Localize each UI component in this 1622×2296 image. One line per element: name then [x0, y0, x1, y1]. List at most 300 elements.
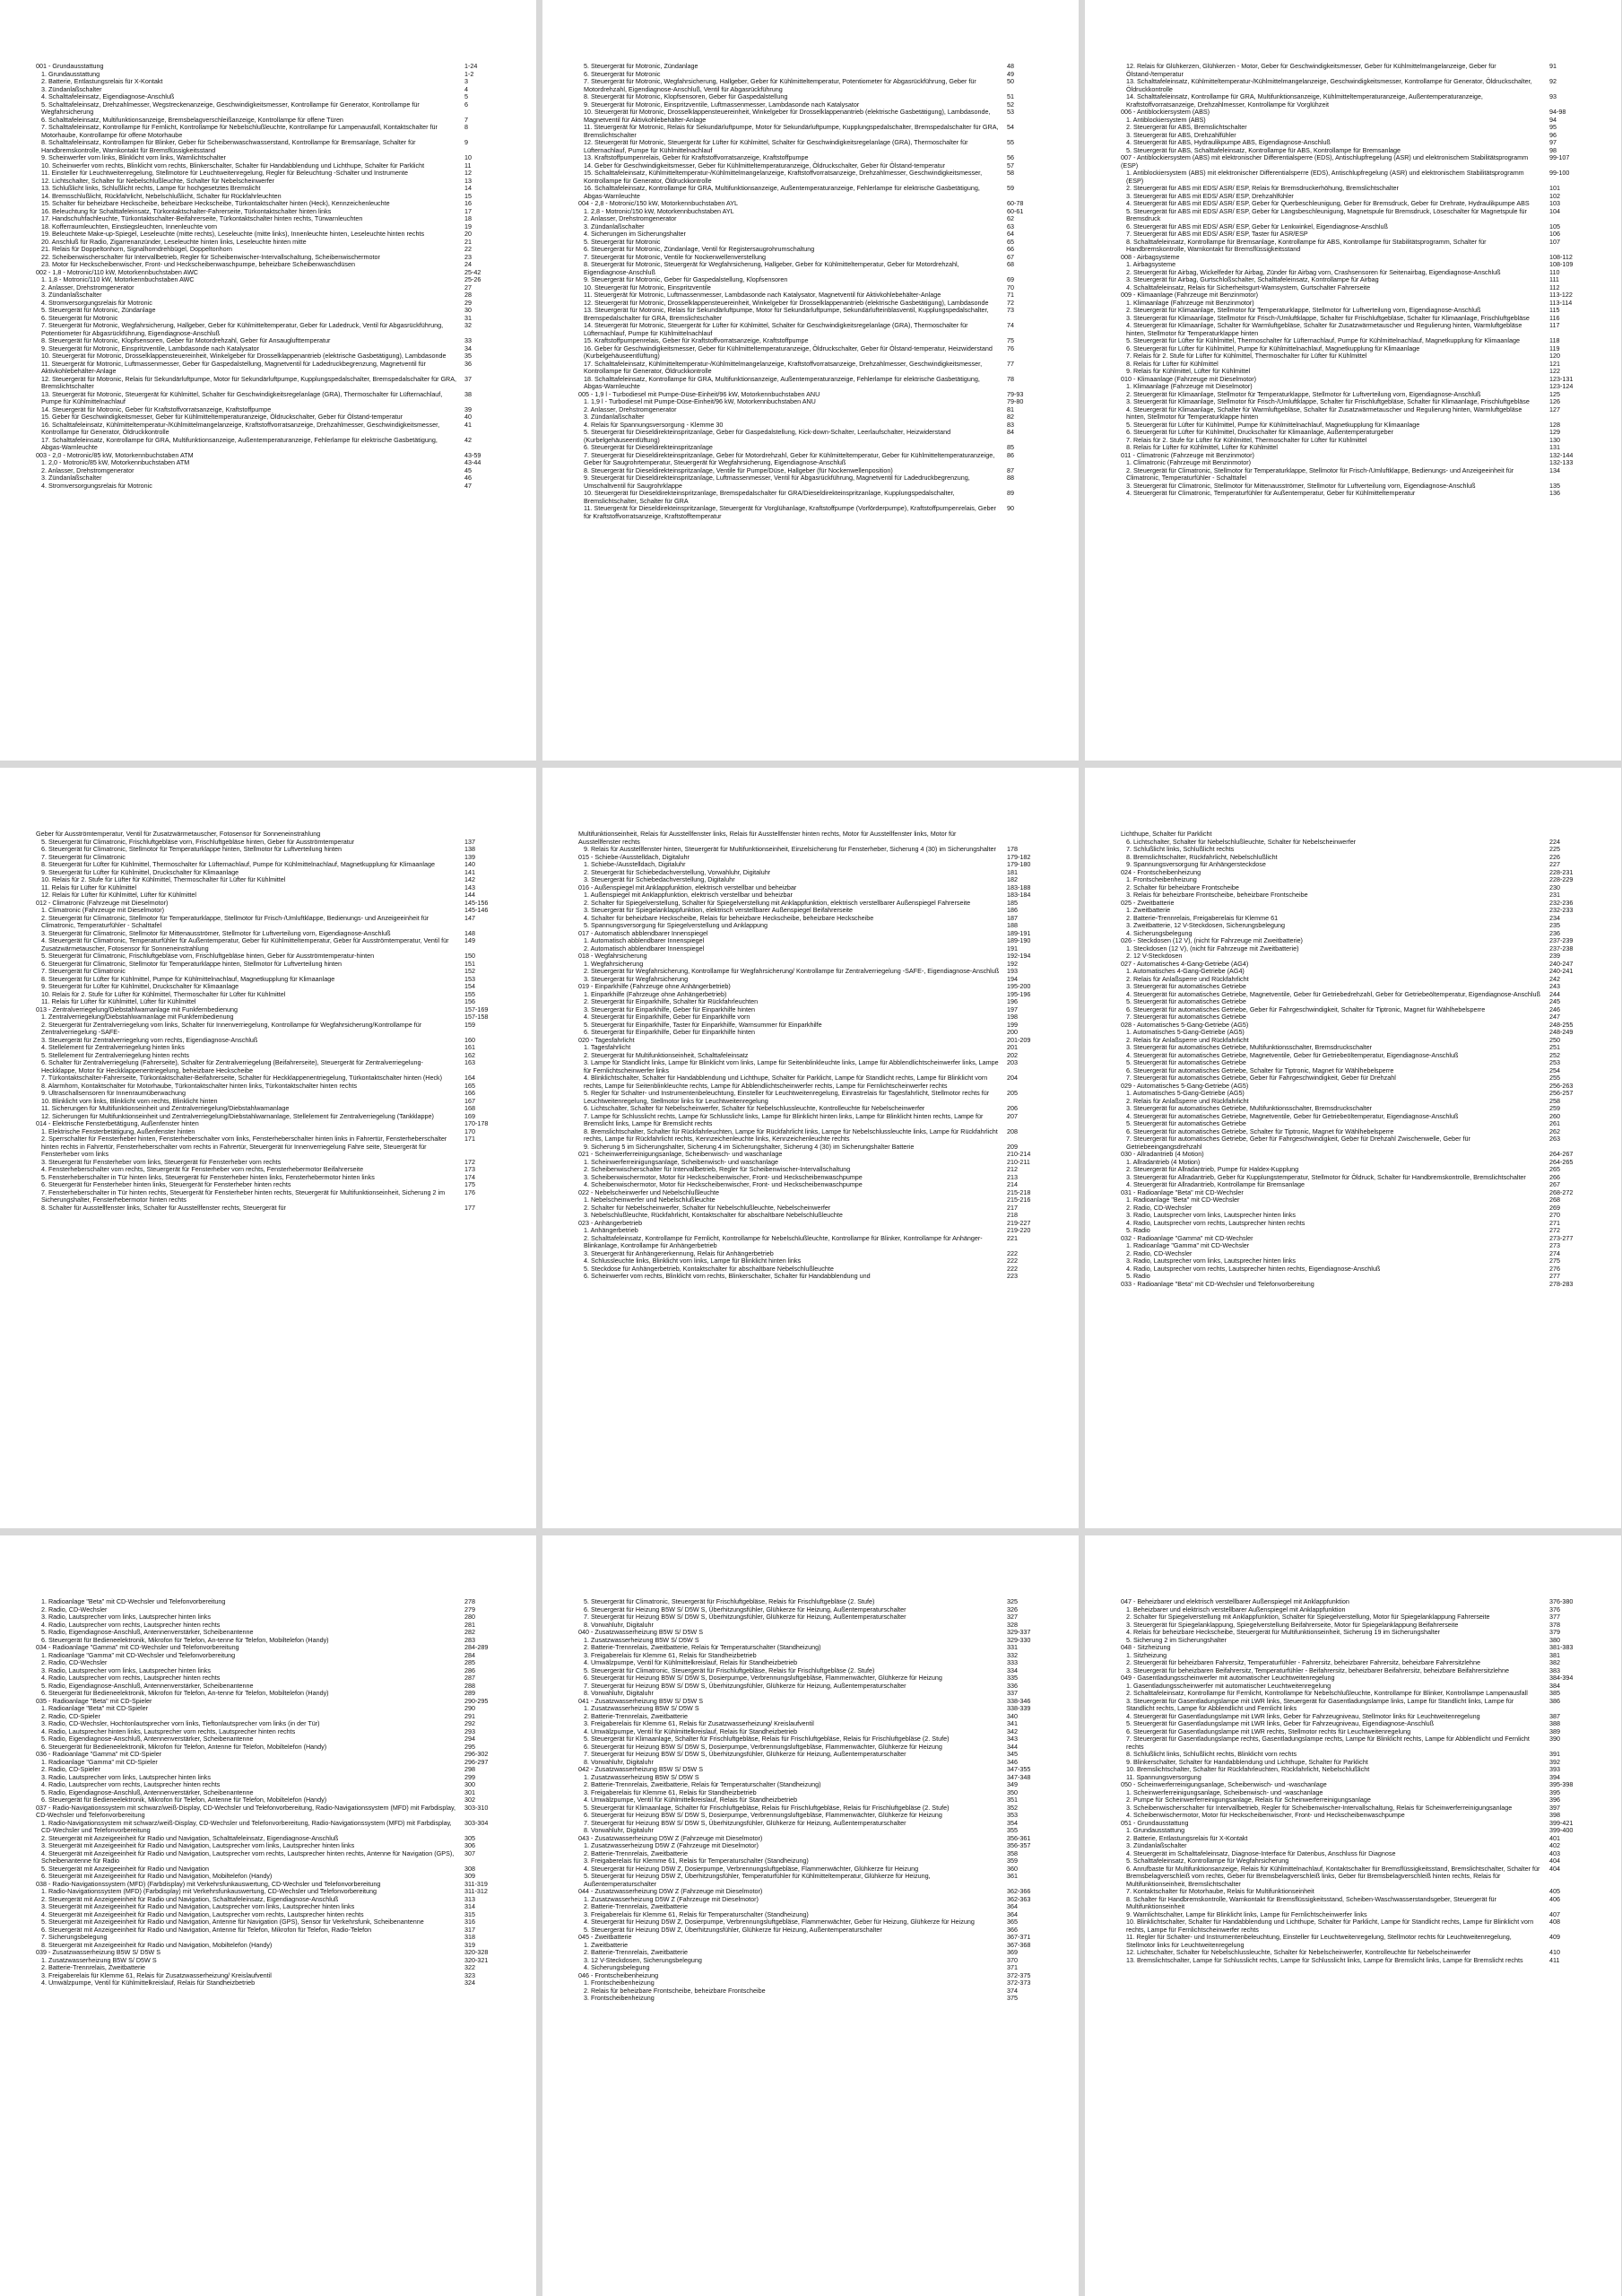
entry-page-number: 409 [1549, 1933, 1560, 1941]
entry-title: 9. Steuergerät für Motronic, Geber für Gaspedalstellung, Klopfsensoren [584, 275, 788, 283]
toc-subentry [1121, 1835, 1596, 1843]
entry-title: 1. Radioanlage "Gamma" mit CD-Wechsler und Telefonvorbereitung [41, 1650, 236, 1659]
entry-title: 2. Automatisch abblendbarer Innenspiegel [584, 944, 705, 952]
toc-subentry [1121, 78, 1596, 93]
entry-title: 014 - Elektrische Fensterbetätigung, Außenfenster hinten [36, 1119, 199, 1127]
entry-title: 6. Steuergerät für automatisches Getriebe, Geber für Fahrgeschwindigkeit, Schalter für Tiptronic, Magnet für Wählhebelsperre [1126, 1004, 1486, 1013]
entry-title: 7. Schlußlicht links, Schlußlicht rechts [1126, 845, 1235, 853]
entry-page-number: 196 [1007, 997, 1018, 1005]
entry-title: 1. Wegfahrsicherung [584, 959, 644, 968]
toc-section [1121, 1644, 1596, 1652]
toc-subentry [578, 1235, 1054, 1250]
entry-title: 4. Schalttafeleinsatz, Eigendiagnose-Anschluß [41, 92, 175, 100]
entry-page-number: 70 [1007, 283, 1014, 291]
entry-page-number: 396 [1549, 1796, 1560, 1804]
entry-page-number: 194 [1007, 974, 1018, 983]
entry-page-number: 289 [464, 1689, 475, 1697]
entry-page-number: 262 [1549, 1126, 1560, 1135]
entry-title: 9. Sicherung 5 im Sicherungshalter, Sicherung 4 im Sicherungshalter, Sicherung 4 (30) im Sicherungshalter Batterie [584, 1142, 915, 1151]
entry-title: 13. Steuergerät für Motronic, Relais für Sekundärluftpumpe, Motor für Sekundärluftpumpe, Sekundärlufteinblasventil, Kupplungspedalschalter, Bremspedalschalter für GRA, Bremslichtschalter [584, 306, 989, 322]
entry-page-number: 198 [1007, 1013, 1018, 1021]
entry-page-number: 78 [1007, 374, 1014, 383]
entry-page-number: 404 [1549, 1857, 1560, 1865]
entry-title: 1. Scheinwerferreinigungsanlage, Scheibenwisch- und -waschanlage [1126, 1787, 1323, 1796]
toc-subentry [578, 490, 1054, 505]
entry-title: 1. Grundausstattung [1126, 1826, 1185, 1834]
entry-title: 4. Stromversorgungsrelais für Motronic [41, 481, 152, 490]
entry-title: 2. Steuergerät für Einparkhilfe, Schalter für Rückfahrleuchten [584, 997, 759, 1005]
entry-title: 2. Batterie-Trennrelais, Zweitbatterie, Relais für Temperaturschalter (Standheizung) [584, 1780, 821, 1788]
entry-title: 23. Motor für Heckscheibenwischer, Front- und Heckscheibenwaschpumpe, beheizbare Scheibenwaschdüsen [41, 260, 355, 268]
entry-title: 5. Steuergerät für Motronic, Zündanlage [41, 306, 156, 314]
entry-page-number: 324 [464, 1979, 475, 1987]
entry-title: 047 - Beheizbarer und elektrisch verstellbarer Außenspiegel mit Anklappfunktion [1121, 1598, 1349, 1605]
entry-page-number: 29 [464, 298, 472, 307]
entry-title: 13. Bremslichtschalter, Lampe für Schlusslicht rechts, Lampe für Schlusslicht links, Lampe für Bremslicht links, Lampe für Bremslicht rechts [1126, 1955, 1523, 1964]
entry-title: 12. Steuergerät für Motronic, Steuergerät für Lüfter für Kühlmittel, Schalter für Geschwindigkeitsregelanlage (GRA), Thermoschalter für Lüfternachlauf, Pumpe für Kühlmittelnachlauf [584, 138, 968, 154]
entry-page-number: 235 [1549, 921, 1560, 929]
entry-title: 2. Batterie-Trennrelais, Freigaberelais für Klemme 61 [1126, 913, 1279, 922]
entry-title: 8. Schalter für Handbremskontrolle, Warnkontakt für Bremsflüssigkeitsstand, Scheiben-Waschwasserstandsgeber, Steuergerät für Multifunktionseinheit [1126, 1894, 1496, 1910]
toc-subentry [578, 406, 1054, 414]
entry-title: 7. Lampe für Schlusslicht rechts, Lampe für Schlusslicht links, Lampe für Blinklicht hinten links, Lampe für Blinklicht hinten rechts, Lampe für Bremslicht links, Lampe für Bremslicht rechts [584, 1111, 984, 1127]
toc-subentry [36, 937, 511, 952]
entry-title: 5. Stellelement für Zentralverriegelung hinten rechts [41, 1050, 190, 1059]
toc-subentry [36, 322, 511, 337]
entry-page-number: 110 [1549, 267, 1560, 276]
entry-title: 010 - Klimaanlage (Fahrzeuge mit Dieselmotor) [1121, 374, 1257, 383]
entry-page-number: 232-236 [1549, 898, 1574, 907]
entry-page-number: 99-100 [1549, 169, 1570, 177]
entry-page-number: 364 [1007, 1902, 1018, 1910]
entry-title: 041 - Zusatzwasserheizung B5W S/ D5W S [578, 1696, 704, 1705]
entry-title: 10. Steuergerät für Motronic, Drosselklappensteuereinheit, Winkelgeber für Drosselklappenantrieb (elektrische Gasbetätigung), Lambdasonde [41, 352, 447, 360]
entry-page-number: 240-241 [1549, 967, 1574, 975]
entry-title: 1. Beheizbarer und elektrisch verstellbarer Außenspiegel mit Anklappfunktion [1126, 1605, 1346, 1613]
entry-page-number: 226 [1549, 852, 1560, 861]
toc-page-9 [1085, 1535, 1621, 2296]
entry-title: 033 - Radioanlage "Beta" mit CD-Wechsler und Telefonvorbereitung [1121, 1279, 1314, 1288]
entry-page-number: 108-112 [1549, 252, 1573, 261]
entry-page-number: 34 [464, 344, 472, 352]
entry-title: 11. Steuergerät für Motronic, Luftmassenmesser, Geber für Gaspedalstellung, Magnetventil für Ladedruckbegrenzung, Magnetventil für Aktivkohlebehälter-Anlage [41, 359, 426, 375]
entry-title: 1. Automatisches 4-Gang-Getriebe (AG4) [1126, 967, 1245, 975]
entry-title: 5. Steuergerät mit Anzeigeeinheit für Radio und Navigation, Antenne für Navigation (GPS), Sensor für Verkehrsfunk, Scheibenantenne [41, 1918, 424, 1926]
toc-subentry [578, 1059, 1054, 1074]
entry-title: 2. Relais für Anlaßsperre und Rückfahrlicht [1126, 1035, 1249, 1044]
toc-list [1121, 1598, 1596, 2287]
entry-title: 4. Radio, Lautsprecher vorn rechts, Lautsprecher hinten rechts [41, 1620, 221, 1629]
entry-page-number: 264-267 [1549, 1150, 1574, 1158]
toc-subentry [578, 429, 1054, 444]
toc-subentry [578, 1926, 1054, 1935]
entry-title: 4. Steuergerät für ABS mit EDS/ ASR/ ESP, Geber für Querbeschleunigung, Geber für Bremsdruck, Geber für Drehrate, Hydraulikpumpe ABS [1126, 199, 1530, 207]
entry-title: 6. Schalttafeleinsatz, Multifunktionsanzeige, Bremsbelagverschleißanzeige, Kontrollampe für offene Türen [41, 115, 343, 124]
entry-title: 4. Steuergerät für Allradantrieb, Kontrollampe für Bremsanlage [1126, 1180, 1305, 1188]
entry-title: 025 - Zweitbatterie [1121, 898, 1175, 907]
entry-title: 7. Relais für 2. Stufe für Lüfter für Kühlmittel, Thermoschalter für Lüfter für Kühlmittel [1126, 435, 1367, 444]
entry-page-number: 174 [464, 1172, 475, 1181]
entry-page-number: 303-304 [464, 1818, 489, 1827]
entry-page-number: 248-255 [1549, 1020, 1574, 1029]
entry-title: 6. Steuergerät für Dieseldirekteinspritzanlage [584, 443, 713, 451]
entry-title: 1. Gasentladungsscheinwerfer mit automatischer Leuchtweitenregelung [1126, 1681, 1331, 1690]
entry-title: 2. Anlasser, Drehstromgenerator [41, 283, 134, 291]
entry-title: 2. Schalttafeleinsatz, Kontrollampe für Fernlicht, Kontrollampe für Nebelschlußleuchte, Kontrollampe für Blinker, Kontrollampe für Anhänger-Blinkanlage, Kontrollampe für Anhängerbetrieb [584, 1233, 983, 1249]
entry-page-number: 75 [1007, 336, 1014, 344]
entry-page-number: 153 [464, 974, 475, 983]
toc-subentry [1121, 1135, 1596, 1151]
entry-page-number: 384-394 [1549, 1674, 1574, 1682]
entry-page-number: 334 [1007, 1665, 1018, 1674]
entry-title: 017 - Automatisch abblendbarer Innenspiegel [578, 928, 708, 937]
entry-page-number: 234 [1549, 913, 1560, 922]
entry-title: 6. Anrufbaste für Multifunktionsanzeige, Relais für Kühlmittelnachlauf, Kontaktschalter für Bremsflüssigkeitsstand, Bremslichtschalter, Schalter für Bremsbelagverschleiß vorn rechts, Geber für Bremsbelagverschleiß links, Geber für Bremsbelagverschleiß hinten rechts, Relais für Multifunktionseinheit, Bremslichtschalter [1126, 1864, 1540, 1888]
entry-title: 4. Steuergerät für Climatronic, Temperaturfühler für Außentemperatur, Geber für Kühlmitteltemperatur [1126, 489, 1416, 497]
entry-title: 3. Nebelschlußleuchte, Rückfahrlicht, Kontaktschalter für abschaltbare Nebelschlußleuchte [584, 1211, 843, 1219]
entry-page-number: 157-169 [464, 1004, 489, 1013]
toc-subentry [36, 1820, 511, 1835]
entry-title: 17. Handschuhfachleuchte, Türkontaktschalter-Beifahrerseite, Türkontaktschalter hinten rechts, Türwarnleuchten [41, 214, 363, 222]
entry-title: 9. Steuergerät für Dieseldirekteinspritzanlage, Luftmassenmesser, Ventil für Abgasrückführung, Magnetventil für Ladedruckbegrenzung, Umschaltventil für Saugrohrklappe [584, 474, 970, 490]
entry-title: 044 - Zusatzwasserheizung D5W Z (Fahrzeuge mit Dieselmotor) [578, 1887, 763, 1895]
entry-title: 2. Anlasser, Drehstromgenerator [584, 404, 677, 413]
entry-title: 10. Blinklichtschalter, Schalter für Handabblendung und Lichthupe, Schalter für Parklicht, Lampe für Standlicht rechts, Lampe für Blinklicht vorn rechts, Lampe für Fernlichtscheinwerfer rechts [1126, 1918, 1534, 1934]
entry-page-number: 170-178 [464, 1119, 489, 1127]
entry-page-number: 351 [1007, 1796, 1018, 1804]
entry-page-number: 172 [464, 1157, 475, 1166]
entry-page-number: 79-93 [1007, 389, 1024, 398]
entry-title: 1. Allradantrieb (4 Motion) [1126, 1157, 1201, 1166]
entry-page-number: 123-124 [1549, 382, 1574, 390]
entry-title: 013 - Zentralverriegelung/Diebstahlwarnanlage mit Funkfernbedienung [36, 1004, 238, 1013]
entry-page-number: 3 [464, 77, 468, 85]
entry-page-number: 57 [1007, 161, 1014, 170]
entry-title: 4. Steuergerät mit Anzeigeeinheit für Radio und Navigation, Lautsprecher vorn rechts, Lautsprecher hinten rechts [41, 1909, 364, 1918]
entry-page-number: 10 [464, 153, 472, 161]
toc-subentry [36, 284, 511, 292]
entry-title: 4. Steuergerät für Heizung D5W Z, Dosierpumpe, Verbrennungsluftgebläse, Flammenwächter, Geber für Heizung, Glühkerze für Heizung [584, 1918, 975, 1926]
entry-page-number: 225 [1549, 845, 1560, 853]
entry-page-number: 346 [1007, 1757, 1018, 1766]
toc-list [578, 1598, 1054, 2287]
entry-page-number: 265 [1549, 1165, 1560, 1173]
entry-title: 7. Steuergerät für Motronic, Ventile für Nockenwellenverstellung [584, 252, 766, 261]
entry-title: 5. Steuergerät für Dieseldirekteinspritzanlage, Geber für Gaspedalstellung, Kick-down-Schalter, Leerlaufschalter, Heizwiderstand (Kurbelgehäuseentlüftung) [584, 428, 951, 444]
entry-page-number: 41 [464, 420, 472, 429]
entry-page-number: 186 [1007, 906, 1018, 914]
entry-title: 1. Schiebe-/Ausstelldach, Digitaluhr [584, 860, 686, 868]
entry-page-number: 40 [464, 413, 472, 421]
entry-title: 7. Steuergerät für Heizung B5W S/ D5W S, Überhitzungsfühler, Glühkerze für Heizung, Außentemperaturschalter [584, 1818, 906, 1827]
entry-page-number: 140 [464, 860, 475, 868]
entry-page-number: 340 [1007, 1711, 1018, 1720]
entry-page-number: 364 [1007, 1909, 1018, 1918]
entry-title: 015 - Schiebe-/Ausstelldach, Digitaluhr [578, 852, 690, 861]
toc-section [578, 1220, 1054, 1228]
entry-title: 4. Radio, Lautsprecher vorn rechts, Lautsprecher hinten rechts [41, 1674, 221, 1682]
entry-page-number: 24 [464, 260, 472, 268]
toc-subentry [1121, 1866, 1596, 1889]
entry-title: 6. Steuergerät für Lüfter für Kühlmittel, Pumpe für Kühlmittelnachlauf, Magnetkupplung für Klimaanlage [1126, 344, 1420, 352]
entry-title: 4. Umwälzpumpe, Ventil für Kühlmittelkreislauf, Relais für Standheizbetrieb [584, 1796, 798, 1804]
entry-page-number: 309 [464, 1872, 475, 1880]
entry-page-number: 72 [1007, 298, 1014, 307]
entry-page-number: 113-122 [1549, 291, 1573, 299]
entry-title: 5. Spannungsversorgung für Spiegelverstellung und Anklappung [584, 921, 768, 929]
entry-title: 009 - Klimaanlage (Fahrzeuge mit Benzinmotor) [1121, 291, 1259, 299]
entry-page-number: 375 [1007, 1994, 1018, 2002]
entry-title: 3. Steuergerät für Einparkhilfe, Geber für Einparkhilfe hinten [584, 1004, 755, 1013]
entry-page-number: 227 [1549, 860, 1560, 868]
entry-title: 8. Steuergerät für Lüfter für Kühlmittel, Pumpe für Kühlmittelnachlauf, Magnetkupplung für Klimaanlage [41, 974, 335, 983]
entry-page-number: 19 [464, 222, 472, 230]
entry-title: 4. Relais für Spannungsversorgung - Klemme 30 [584, 420, 724, 429]
entry-title: 5. Regler für Schalter- und Instrumentenbeleuchtung, Einsteller für Leuchtweitenregelung, Einrastrelais für Tagesfahrlicht, Stellmotor rechts für Leuchtweitenregelung, Stellmotor links für Leuchtweitenregelung [584, 1089, 990, 1105]
entry-title: 12. Sicherungen für Multifunktionseinheit und Zentralverriegelung/Diebstahlwarnanlage, Stellelement für Zentralverriegelung (Tankklappe) [41, 1111, 434, 1120]
toc-subentry [578, 170, 1054, 185]
entry-page-number: 135 [1549, 481, 1560, 490]
entry-title: 3. Freigaberelais für Klemme 61, Relais für Zusatzwasserheizung/ Kreislaufventil [584, 1719, 814, 1727]
entry-page-number: 253 [1549, 1058, 1560, 1066]
entry-title: 6. Lichtschalter, Schalter für Nebelschlußleuchte, Schalter für Nebelscheinwerfer [1126, 837, 1357, 846]
entry-page-number: 286 [464, 1665, 475, 1674]
entry-title: 1. Climatronic (Fahrzeuge mit Benzinmotor) [1126, 458, 1252, 466]
entry-page-number: 313 [464, 1894, 475, 1903]
entry-page-number: 193 [1007, 967, 1018, 975]
entry-title: 8. Vorwahluhr, Digitaluhr [584, 1826, 654, 1834]
toc-subentry [36, 467, 511, 475]
entry-title: 029 - Automatisches 5-Gang-Getriebe (AG5) [1121, 1081, 1249, 1090]
toc-subentry [1121, 467, 1596, 483]
entry-page-number: 382 [1549, 1658, 1560, 1666]
entry-title: 20. Anschluß für Radio, Zigarrenanzünder, Leseleuchte hinten links, Leseleuchte hinten mitte [41, 237, 307, 246]
entry-page-number: 390 [1549, 1735, 1560, 1743]
entry-title: 3. Zündanlaßschalter [584, 222, 645, 230]
entry-page-number: 393 [1549, 1765, 1560, 1773]
entry-title: 008 - Airbagsysteme [1121, 252, 1180, 261]
entry-page-number: 298 [464, 1765, 475, 1773]
entry-title: 3. Freigaberelais für Klemme 61, Relais für Temperaturschalter (Standheizung) [584, 1909, 809, 1918]
entry-page-number: 303-310 [464, 1803, 489, 1812]
toc-section [1121, 254, 1596, 262]
entry-title: 4. Steuergerät für ABS, Hydraulikpumpe ABS, Eigendiagnose-Anschluß [1126, 138, 1331, 146]
entry-title: 2. Relais für Anlaßsperre und Rückfahrlicht [1126, 974, 1249, 983]
entry-page-number: 349 [1007, 1780, 1018, 1788]
entry-title: 8. Relais für Lüfter für Kühlmittel [1126, 359, 1219, 368]
entry-title: 016 - Außenspiegel mit Anklappfunktion, elektrisch verstellbar und beheizbar [578, 883, 797, 891]
entry-title: 15. Geber für Geschwindigkeitsmesser, Geber für Kühlmitteltemperaturanzeige, Öldruckschalter, Geber für Ölstand-temperatur [41, 413, 403, 421]
entry-page-number: 81 [1007, 404, 1014, 413]
entry-page-number: 347-355 [1007, 1765, 1031, 1773]
entry-title: 6. Steuergerät für Motronic [41, 313, 118, 322]
entry-title: 3. Zündanlaßschalter [41, 474, 102, 482]
toc-list [36, 1598, 511, 2287]
entry-page-number: 376-380 [1549, 1598, 1574, 1605]
entry-page-number: 85 [1007, 443, 1014, 451]
entry-page-number: 4 [464, 84, 468, 93]
entry-title: 5. Steuergerät für Klimaanlage, Schalter für Frischluftgebläse, Relais für Frischluftgebläse, Relais für Frischluftgebläse (2. Stufe) [584, 1803, 950, 1812]
entry-page-number: 17 [464, 206, 472, 215]
entry-title: 4. Steuergerät für Gasentladungslampe mit LWR links, Geber für Fahrzeugniveau, Stellmotor links für Leuchtweitenregelung [1126, 1711, 1480, 1720]
entry-title: 3. 12 V-Steckdosen, Sicherungsbelegung [584, 1955, 702, 1964]
entry-page-number: 67 [1007, 252, 1014, 261]
entry-page-number: 361 [1007, 1872, 1018, 1880]
toc-subentry [1121, 1637, 1596, 1645]
entry-page-number: 300 [464, 1780, 475, 1788]
entry-page-number: 161 [464, 1043, 475, 1051]
entry-title: 2. Steuergerät mit Anzeigeeinheit für Radio und Navigation, Schalttafeleinsatz, Eigendiagnose-Anschluß [41, 1894, 339, 1903]
entry-page-number: 94-98 [1549, 108, 1566, 116]
entry-page-number: 328 [1007, 1620, 1018, 1629]
entry-title: 8. Steuergerät für Motronic, Klopfsensoren, Geber für Gaspedalstellung [584, 92, 788, 100]
entry-title: 5. Radio [1126, 1272, 1150, 1280]
entry-page-number: 59 [1007, 184, 1014, 192]
entry-page-number: 381 [1549, 1650, 1560, 1659]
entry-page-number: 116 [1549, 313, 1560, 322]
entry-page-number: 150 [464, 952, 475, 960]
entry-page-number: 315 [464, 1909, 475, 1918]
entry-page-number: 157-158 [464, 1013, 489, 1021]
entry-page-number: 342 [1007, 1726, 1018, 1735]
entry-page-number: 101 [1549, 184, 1560, 192]
entry-title: 5. Radio, Eigendiagnose-Anschluß, Antennenverstärker, Scheibenantenne [41, 1787, 254, 1796]
entry-title: 1. Radio-Navigationssystem (MFD) (Farbdisplay) mit Verkehrsfunkauswertung, CD-Wechsler und Telefonvorbereitung [41, 1887, 377, 1895]
entry-title: 4. Sicherungsbelegung [584, 1963, 650, 1971]
entry-page-number: 258 [1549, 1096, 1560, 1105]
toc-section [1121, 154, 1596, 170]
entry-page-number: 399-400 [1549, 1826, 1574, 1834]
entry-title: 10. Relais für 2. Stufe für Lüfter für Kühlmittel, Thermoschalter für Lüfter für Kühlmittel [41, 875, 286, 883]
entry-page-number: 291 [464, 1711, 475, 1720]
entry-title: 13. Schalttafeleinsatz, Kühlmitteltemperatur-/Kühlmittelmangelanzeige, Geschwindigkeitsmesser, Kontrollampe für Generator, Öldruckschalter, Öldruckkontrolle [1126, 77, 1532, 93]
entry-title: 4. Umwälzpumpe, Ventil für Kühlmittelkreislauf, Relais für Standheizbetrieb [41, 1979, 256, 1987]
entry-page-number: 118 [1549, 336, 1560, 344]
entry-page-number: 359 [1007, 1857, 1018, 1865]
entry-page-number: 329-330 [1007, 1635, 1031, 1644]
entry-title: 2. Steuergerät für Wegfahrsicherung, Kontrollampe für Wegfahrsicherung/ Kontrollampe für Zentralverriegelung -SAFE-, Eigendiagnose-Anschluß [584, 967, 1000, 975]
entry-page-number: 63 [1007, 222, 1014, 230]
entry-title: 4. Scheibenwischermotor, Motor für Heckscheibenwischer, Front- und Heckscheibenwaschpumpe [584, 1180, 863, 1188]
entry-title: 11. Spannungsversorgung [1126, 1772, 1201, 1781]
entry-title: 020 - Tagesfahrlicht [578, 1035, 635, 1044]
entry-title: 8. Steuergerät für Dieseldirekteinspritzanlage, Ventile für Pumpe/Düse, Hallgeber (für Nockenwellenposition) [584, 465, 893, 474]
toc-page-3 [1085, 0, 1621, 761]
entry-title: 13. Schlußlicht links, Schlußlicht rechts, Lampe für hochgesetztes Bremslicht [41, 184, 261, 192]
entry-page-number: 60-61 [1007, 206, 1024, 215]
entry-title: 4. Stromversorgungsrelais für Motronic [41, 298, 152, 307]
entry-page-number: 159 [464, 1020, 475, 1029]
entry-page-number: 307 [464, 1848, 475, 1857]
entry-title: 2. Radio, CD-Spieler [41, 1711, 100, 1720]
toc-list [578, 63, 1054, 752]
entry-title: 2. Steuergerät für Klimaanlage, Stellmotor für Temperaturklappe, Stellmotor für Luftverteilung vorn, Eigendiagnose-Anschluß [1126, 306, 1481, 314]
entry-page-number: 106 [1549, 230, 1560, 238]
toc-subentry [1121, 1812, 1596, 1820]
entry-page-number: 51 [1007, 92, 1014, 100]
entry-page-number: 128 [1549, 420, 1560, 429]
entry-page-number: 16 [464, 199, 472, 207]
entry-title: 4. Steuergerät für Heizung D5W Z, Dosierpumpe, Verbrennungsluftgebläse, Flammenwächter, Glühkerze für Heizung [584, 1864, 919, 1873]
entry-title: 8. Relais für Lüfter für Kühlmittel, Lüfter für Kühlmittel [1126, 443, 1278, 451]
entry-title: 9. Ultraschallsensoren für Innenraumüberwachung [41, 1089, 186, 1097]
entry-page-number: 237-238 [1549, 944, 1574, 952]
entry-title: 2. Relais für Anlaßsperre und Rückfahrlicht [1126, 1096, 1249, 1105]
entry-page-number: 282 [464, 1628, 475, 1636]
entry-page-number: 345 [1007, 1750, 1018, 1758]
entry-title: 2. Steuergerät für Schiebedachverstellung, Vorwahluhr, Digitaluhr [584, 867, 771, 876]
entry-page-number: 192-194 [1007, 952, 1031, 960]
entry-title: 5. Steuergerät für Climatronic, Frischluftgebläse vorn, Frischluftgebläse hinten, Geber für Ausströmtemperatur [41, 837, 355, 846]
entry-page-number: 183-184 [1007, 891, 1031, 899]
entry-page-number: 117 [1549, 321, 1560, 329]
entry-title: 2. Steuergerät für Zentralverriegelung vorn links, Schalter für Innenverriegelung, Kontrollampe für Wegfahrsicherung/Kontrollampe für Zentralverriegelung -SAFE- [41, 1020, 422, 1036]
entry-page-number: 228-229 [1549, 875, 1574, 883]
entry-title: 10. Scheinwerfer vorn rechts, Blinklicht vorn rechts, Blinkerschalter, Schalter für Handabblendung und Lichthupe, Schalter für Parklicht [41, 161, 425, 170]
entry-title: 4. Radio, Lautsprecher hinten links, Lautsprecher vorn rechts, Lautsprecher hinten rechts [41, 1726, 296, 1735]
entry-page-number: 66 [1007, 245, 1014, 253]
entry-page-number: 151 [464, 959, 475, 968]
entry-page-number: 222 [1007, 1257, 1018, 1265]
entry-title: 8. Steuergerät für Motronic, Klopfsensoren, Geber für Motordrehzahl, Geber für Ansauglufttemperatur [41, 336, 331, 344]
entry-title: 5. Steuergerät für automatisches Getriebe [1126, 1119, 1246, 1127]
entry-page-number: 215-218 [1007, 1187, 1031, 1196]
entry-title: 1. Automatisch abblendbarer Innenspiegel [584, 936, 705, 944]
entry-page-number: 141 [464, 867, 475, 876]
entry-title: 2. Steuergerät mit Anzeigeeinheit für Radio und Navigation, Schalttafeleinsatz, Eigendiagnose-Anschluß [41, 1833, 339, 1842]
entry-title: 3. Steuergerät für automatisches Getriebe [1126, 982, 1246, 990]
entry-page-number: 23 [464, 252, 472, 261]
entry-title: 031 - Radioanlage "Beta" mit CD-Wechsler [1121, 1187, 1244, 1196]
entry-page-number: 76 [1007, 344, 1014, 352]
entry-page-number: 317 [464, 1925, 475, 1934]
entry-title: 050 - Scheinwerferreinigungsanlage, Scheibenwisch- und -waschanlage [1121, 1780, 1327, 1788]
entry-title: 2. Steuergerät für Climatronic, Stellmotor für Temperaturklappe, Stellmotor für Frisch-/Umluftklappe, Bedienungs- und Anzeigeeinheit für Climatronic, Temperaturfühler - Schalttafel [1126, 465, 1514, 482]
entry-title: 10. Bremslichtschalter, Schalter für Rückfahrleuchten, Rückfahrlicht, Nebelschlußlicht [1126, 1765, 1370, 1773]
entry-title: 21. Relais für Doppeltonhorn, Signalhorndrehbügel, Doppeltonhorn [41, 245, 232, 253]
toc-subentry [578, 1212, 1054, 1220]
entry-page-number: 301 [464, 1787, 475, 1796]
entry-page-number: 305 [464, 1833, 475, 1842]
entry-title: 037 - Radio-Navigationssystem mit schwarz/weiß-Display, CD-Wechsler und Telefonvorbereitung, Radio-Navigationssystem (MFD) mit Farbdisplay, CD-Wechsler und Telefonvorbereitung [36, 1803, 456, 1819]
entry-title: 11. Steuergerät für Motronic, Relais für Sekundärluftpumpe, Motor für Sekundärluftpumpe, Kupplungspedalschalter, Bremspedalschalter für GRA, Bremslichtschalter [584, 123, 999, 139]
entry-page-number: 187 [1007, 913, 1018, 922]
entry-title: 18. Schalttafeleinsatz, Kontrollampe für GRA, Multifunktionsanzeige, Außentemperaturanzeige, Fehlerlampe für elektrische Gasbetätigung, Abgas-Warnleuchte [584, 374, 980, 390]
entry-page-number: 356-357 [1007, 1841, 1031, 1849]
entry-page-number: 246 [1549, 1004, 1560, 1013]
entry-page-number: 200 [1007, 1028, 1018, 1036]
entry-title: 3. Steuergerät für automatisches Getriebe, Multifunktionsschalter, Bremsdruckschalter [1126, 1104, 1373, 1112]
entry-title: 1. Klimaanlage (Fahrzeuge mit Benzinmotor) [1126, 298, 1254, 307]
entry-page-number: 371 [1007, 1963, 1018, 1971]
entry-title: 4. Steuergerät für automatisches Getriebe, Magnetventile, Geber für Getriebeöltemperatur, Eigendiagnose-Anschluß [1126, 1050, 1459, 1059]
entry-title: 4. Umwälzpumpe, Ventil für Kühlmittelkreislauf, Relais für Standheizbetrieb [584, 1726, 798, 1735]
entry-title: 3. Scheibenwischerschalter für Intervallbetrieb, Regler für Scheibenwischer-Intervallschaltung, Relais für Scheinwerferreinigungsanlage [1126, 1803, 1513, 1812]
entry-title: 6. Steuergerät für Bedieneelektronik, Mikrofon für Telefon, An-tenne für Telefon, Mobiltelefon (Handy) [41, 1689, 329, 1697]
entry-page-number: 318 [464, 1933, 475, 1941]
entry-title: 2. Relais für beheizbare Frontscheibe, beheizbare Frontscheibe [584, 1986, 766, 1995]
entry-title: 2. Pumpe für Scheinwerferreinigungsanlage, Relais für Scheinwerferreinigungsanlage [1126, 1796, 1371, 1804]
entry-page-number: 383 [1549, 1665, 1560, 1674]
entry-page-number: 213 [1007, 1172, 1018, 1181]
entry-page-number: 350 [1007, 1787, 1018, 1796]
entry-page-number: 32 [464, 321, 472, 329]
toc-section [36, 1805, 511, 1820]
entry-page-number: 405 [1549, 1887, 1560, 1895]
entry-title: 1. 1,8 - Motronic/110 kW, Motorkennbuchstaben AWC [41, 275, 195, 283]
entry-title: 1. Frontscheibenheizung [584, 1979, 655, 1987]
entry-title: 2. Radio, CD-Spieler [41, 1765, 100, 1773]
